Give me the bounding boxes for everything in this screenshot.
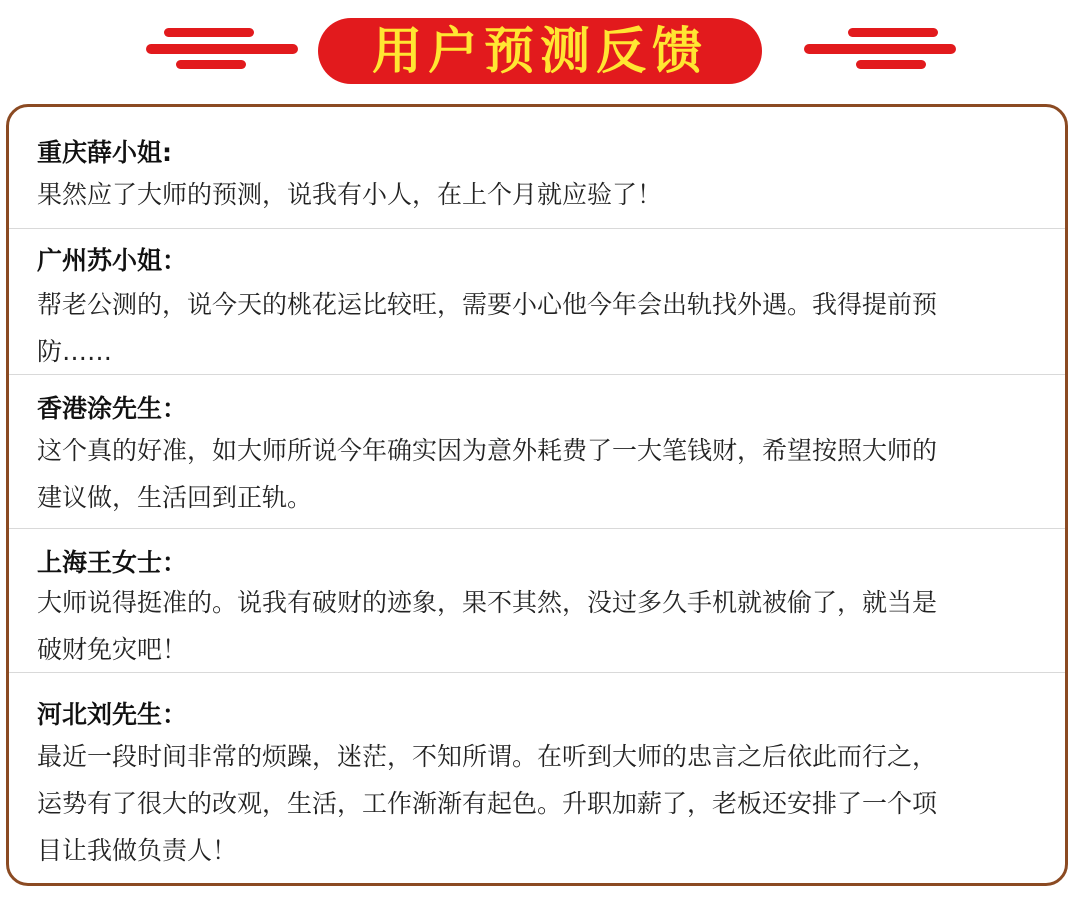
feedback-card (6, 104, 1068, 886)
testimonial-item (9, 229, 1065, 375)
testimonial-author: 重庆薛小姐: (37, 138, 172, 167)
testimonial-author: 广州苏小姐： (37, 246, 188, 275)
testimonial-text: 大师说得挺准的。说我有破财的迹象，果不其然，没过多久手机就被偷了，就当是 破财免灾吧！ (37, 588, 938, 664)
testimonial-text: 果然应了大师的预测，说我有小人，在上个月就应验了！ (37, 180, 663, 209)
testimonial-item (9, 673, 1065, 883)
header (0, 0, 1080, 100)
cloud-decoration-left-icon (142, 22, 302, 78)
testimonial-item (9, 107, 1065, 229)
testimonial-author: 河北刘先生： (37, 700, 188, 729)
title-banner (318, 18, 762, 84)
testimonial-author: 香港涂先生： (37, 394, 188, 423)
testimonial-text: 最近一段时间非常的烦躁，迷茫，不知所谓。在听到大师的忠言之后依此而行之， 运势有了很大的改观，生活，工作渐渐有起色。升职加薪了，老板还安排了一个项 目让我做负责人！ (37, 742, 938, 865)
cloud-decoration-right-icon (800, 22, 960, 78)
testimonial-item (9, 375, 1065, 529)
testimonial-item (9, 529, 1065, 673)
page-title: 用户预测反馈 (372, 22, 708, 80)
testimonial-text: 帮老公测的，说今天的桃花运比较旺，需要小心他今年会出轨找外遇。我得提前预 防…… (37, 290, 938, 366)
testimonial-text: 这个真的好准，如大师所说今年确实因为意外耗费了一大笔钱财，希望按照大师的 建议做，生活回到正轨。 (37, 436, 938, 512)
testimonial-author: 上海王女士： (37, 548, 188, 577)
